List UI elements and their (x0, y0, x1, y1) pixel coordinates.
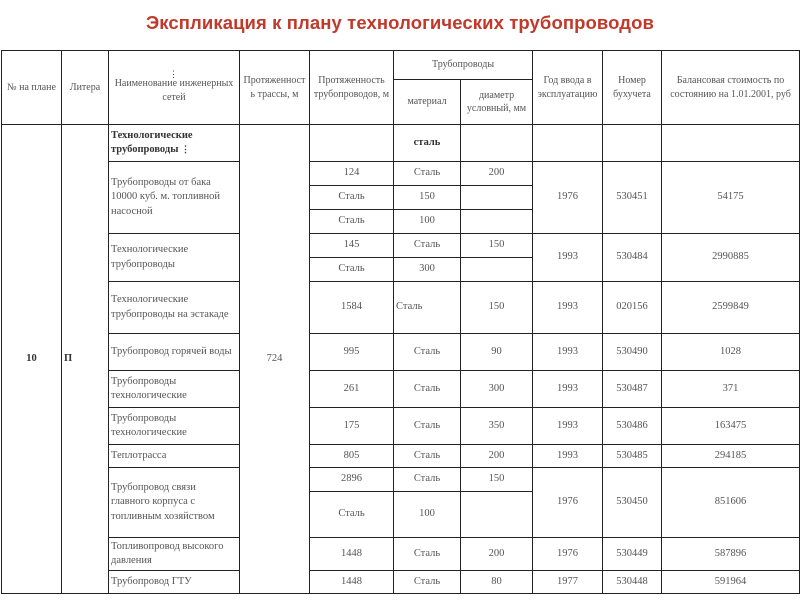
table-row (2, 234, 800, 258)
table-row (2, 125, 800, 162)
row-year (533, 125, 603, 162)
row-length: 2896 (310, 468, 394, 492)
row-length: Сталь (310, 210, 394, 234)
row-cost (662, 125, 800, 162)
header-material: материал (394, 80, 461, 125)
page-title: Экспликация к плану технологических трубопроводов (145, 12, 655, 33)
row-name: Трубопровод ГТУ (109, 571, 240, 594)
row-diameter: 200 (461, 162, 533, 186)
row-length: 124 (310, 162, 394, 186)
row-cost: 591964 (662, 571, 800, 594)
header-route: Протяженность трассы, м (240, 51, 310, 125)
row-material: 150 (394, 186, 461, 210)
row-diameter: 90 (461, 334, 533, 371)
header-row (2, 51, 800, 80)
row-diameter: 80 (461, 571, 533, 594)
row-diameter: 150 (461, 234, 533, 258)
row-cost: 163475 (662, 408, 800, 445)
row-account (603, 125, 662, 162)
row-cost: 2599849 (662, 282, 800, 334)
row-material: Сталь (394, 162, 461, 186)
header-diameter: диаметр условный, мм (461, 80, 533, 125)
row-cost: 371 (662, 371, 800, 408)
row-length: 145 (310, 234, 394, 258)
row-name: Теплотрасса (109, 445, 240, 468)
row-year: 1977 (533, 571, 603, 594)
group-litera: П (62, 125, 109, 594)
header-length: Протяженность трубопроводов, м (310, 51, 394, 125)
row-length: Сталь (310, 258, 394, 282)
row-length: 995 (310, 334, 394, 371)
row-account: 530486 (603, 408, 662, 445)
row-account: 530451 (603, 162, 662, 234)
row-account: 530487 (603, 371, 662, 408)
row-diameter: 350 (461, 408, 533, 445)
row-length: 175 (310, 408, 394, 445)
row-diameter: 150 (461, 468, 533, 492)
table-row (2, 468, 800, 492)
row-length: Сталь (310, 492, 394, 538)
row-length: 1448 (310, 571, 394, 594)
row-material: Сталь (394, 408, 461, 445)
row-year: 1993 (533, 234, 603, 282)
row-length: 261 (310, 371, 394, 408)
row-account: 530490 (603, 334, 662, 371)
row-material: Сталь (394, 571, 461, 594)
row-name: Трубопровод связи главного корпуса с топливным хозяйством (109, 468, 240, 538)
row-material: Сталь (394, 538, 461, 571)
row-name: Топливопровод высокого давления (109, 538, 240, 571)
row-material: Сталь (394, 468, 461, 492)
row-account: 530450 (603, 468, 662, 538)
table-row (2, 282, 800, 334)
header-litera: Литера (62, 51, 109, 125)
row-year: 1993 (533, 282, 603, 334)
row-diameter (461, 492, 533, 538)
row-material: Сталь (394, 282, 461, 334)
row-length: 1584 (310, 282, 394, 334)
table-row (2, 538, 800, 571)
row-year: 1993 (533, 445, 603, 468)
row-length (310, 125, 394, 162)
group-route: 724 (240, 125, 310, 594)
row-material: Сталь (394, 334, 461, 371)
row-year: 1993 (533, 334, 603, 371)
row-material: 100 (394, 210, 461, 234)
row-diameter: 200 (461, 445, 533, 468)
row-name: Трубопроводы технологические (109, 371, 240, 408)
table-row (2, 334, 800, 371)
row-account: 530484 (603, 234, 662, 282)
row-account: 020156 (603, 282, 662, 334)
table-row (2, 571, 800, 594)
row-name: Трубопроводы от бака 10000 куб. м. топливной насосной (109, 162, 240, 234)
row-name: Трубопроводы технологические (109, 408, 240, 445)
row-year: 1993 (533, 371, 603, 408)
row-material: Сталь (394, 234, 461, 258)
row-material: 100 (394, 492, 461, 538)
row-diameter: 300 (461, 371, 533, 408)
row-name: Технологические трубопроводы ⋮ (109, 125, 240, 162)
row-length: 1448 (310, 538, 394, 571)
header-pipes-group: Трубопроводы (394, 51, 533, 80)
row-year: 1993 (533, 408, 603, 445)
explication-table (1, 50, 800, 594)
row-diameter: 150 (461, 282, 533, 334)
dots-marker: ⋮ (181, 144, 192, 154)
row-cost: 2990885 (662, 234, 800, 282)
row-year: 1976 (533, 162, 603, 234)
row-diameter (461, 125, 533, 162)
row-cost: 587896 (662, 538, 800, 571)
row-material: 300 (394, 258, 461, 282)
row-diameter (461, 258, 533, 282)
header-name: ⋮ Наименование инженерных сетей (109, 51, 240, 125)
row-diameter: 200 (461, 538, 533, 571)
row-material: сталь (394, 125, 461, 162)
row-name: Технологические трубопроводы на эстакаде (109, 282, 240, 334)
table-row (2, 371, 800, 408)
header-account: Номер бухучета (603, 51, 662, 125)
header-cost: Балансовая стоимость по состоянию на 1.01.2001, руб (662, 51, 800, 125)
row-length: 805 (310, 445, 394, 468)
row-account: 530449 (603, 538, 662, 571)
row-material: Сталь (394, 445, 461, 468)
header-num: № на плане (2, 51, 62, 125)
dots-marker: ⋮ (169, 69, 179, 79)
explication-table-wrap (1, 50, 799, 594)
row-cost: 54175 (662, 162, 800, 234)
row-cost: 851606 (662, 468, 800, 538)
row-account: 530448 (603, 571, 662, 594)
row-year: 1976 (533, 468, 603, 538)
row-diameter (461, 210, 533, 234)
table-row (2, 408, 800, 445)
table-row (2, 162, 800, 186)
header-year: Год ввода в эксплуатацию (533, 51, 603, 125)
row-diameter (461, 186, 533, 210)
row-year: 1976 (533, 538, 603, 571)
row-cost: 1028 (662, 334, 800, 371)
row-cost: 294185 (662, 445, 800, 468)
table-row (2, 445, 800, 468)
row-name: Трубопровод горячей воды (109, 334, 240, 371)
row-name: Технологические трубопроводы (109, 234, 240, 282)
row-material: Сталь (394, 371, 461, 408)
row-length: Сталь (310, 186, 394, 210)
row-account: 530485 (603, 445, 662, 468)
group-num: 10 (2, 125, 62, 594)
